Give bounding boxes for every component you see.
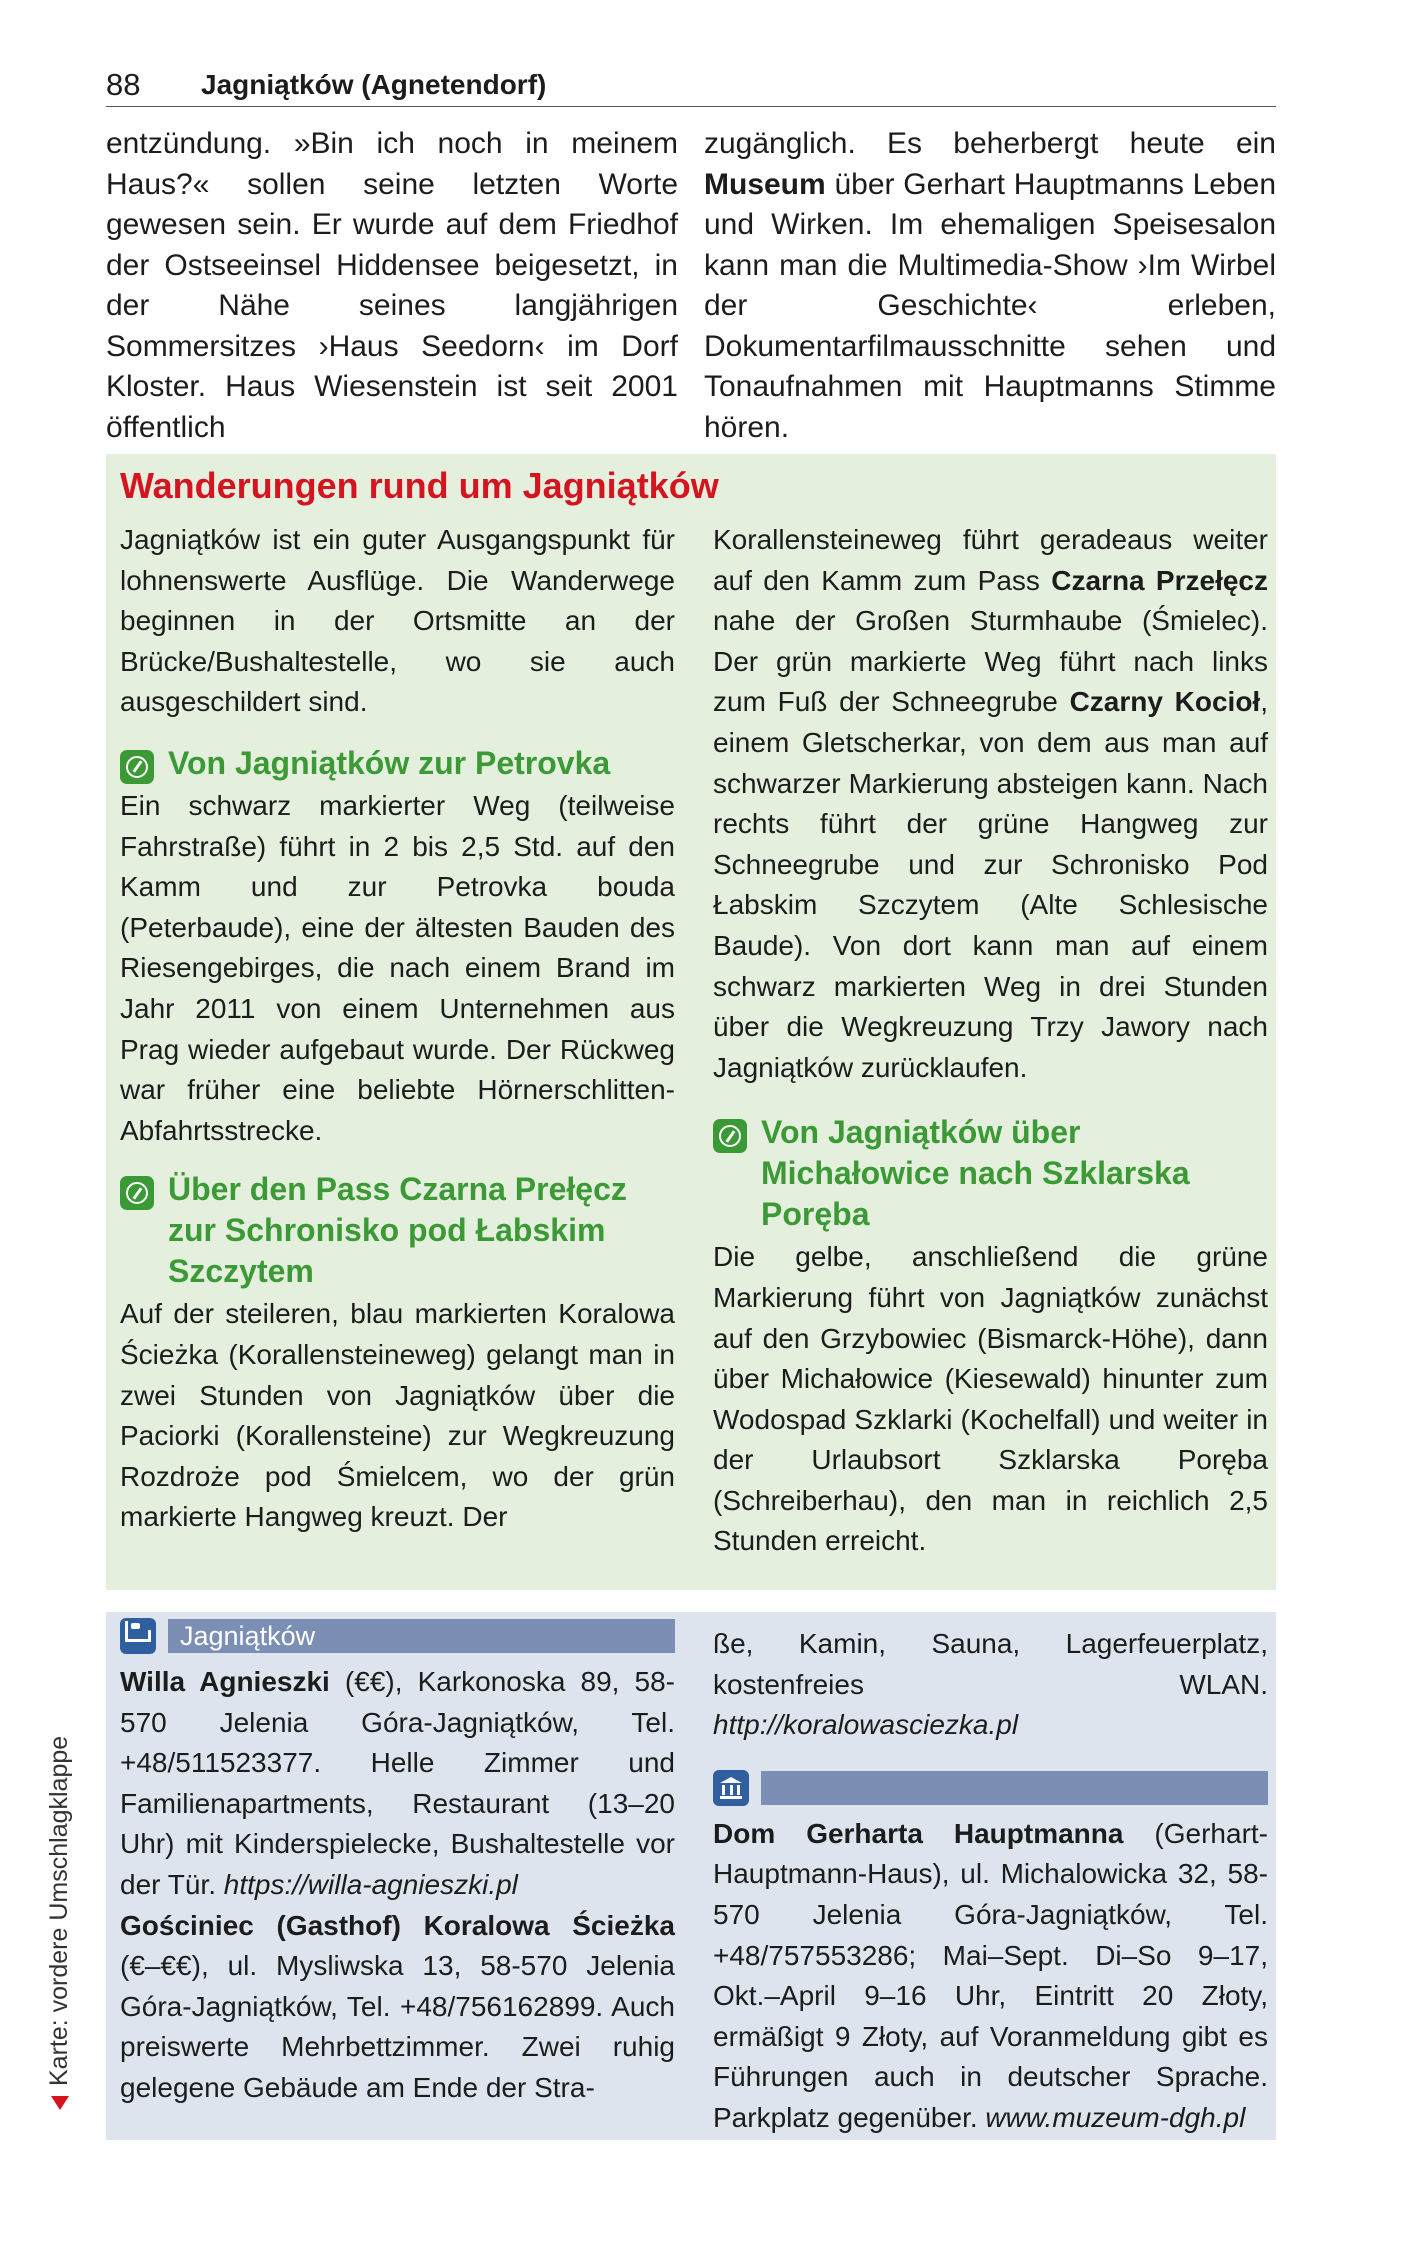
info-right-column: [713, 1612, 1268, 2139]
hiking-right-column: [713, 520, 1268, 1562]
route-text-czarna: Auf der steileren, blau markierten Koralowa Ścieżka (Korallensteineweg) gelangt man in zwei Stunden von Jagniątków über die Paciorki (Korallensteine) zur Wegkreuzung Rozdroże pod Śmielcem, wo der grün markierte Hangweg kreuzt. Der: [120, 1298, 675, 1533]
museum-section-fill: [761, 1771, 1268, 1805]
intro-right-column: [704, 124, 1276, 448]
route-text-szklarska: Die gelbe, anschließend die grüne Markierung führt von Jagniątków zunächst auf den Grzybowiec (Bismarck-Höhe), dann über Michałowice (Kiesewald) hinunter zum Wodospad Szklarki (Kochelfall) und weiter in der Urlaubsort Szklarska Poręba (Schreiberhau), den man in reichlich 2,5 Stunden erreicht.: [713, 1241, 1268, 1557]
route-title-czarna: Über den Pass Czarna Prełęcz zur Schronisko pod Łabskim Szczytem: [120, 1169, 675, 1292]
intro-left-column: [106, 124, 678, 448]
intro-right-paragraph: zugänglich. Es beherbergt heute ein Museum über Gerhart Hauptmanns Leben und Wirken. Im ehemaligen Speisesalon kann man die Multimedia-Show ›Im Wirbel der Geschichte‹ erleben, Dokumentarfilmausschnitte sehen und Tonaufnahmen mit Hauptmanns Stimme hören.: [704, 127, 1276, 444]
route-text-czarna-cont: Korallensteineweg führt geradeaus weiter auf den Kamm zum Pass Czarna Przełęcz nahe der Großen Sturmhaube (Śmielec). Der grün markierte Weg führt nach links zum Fuß der Schneegrube Czarny Kocioł, einem Gletscherkar, von dem aus man auf schwarzer Markierung absteigen kann. Nach rechts führt der grüne Hangweg zur Schneegrube und zur Schronisko Pod Łabskim Szczytem (Alte Schlesische Baude). Von dort kann man auf einem schwarz markierten Weg in drei Stunden über die Wegkreuzung Trzy Jawory nach Jagniątków zurücklaufen.: [713, 524, 1268, 1083]
info-box: [106, 1612, 1276, 2140]
hotel-gosciniec-cont: ße, Kamin, Sauna, Lagerfeuerplatz, kostenfreies WLAN. http://koralowasciezka.pl: [713, 1628, 1268, 1741]
section-label: Jagniątków: [168, 1619, 675, 1653]
hotel-url-link[interactable]: https://willa-agnieszki.pl: [223, 1868, 518, 1900]
page-header: [106, 66, 1276, 107]
hotel-url-link[interactable]: http://koralowasciezka.pl: [713, 1709, 1019, 1741]
triangle-marker-icon: [51, 2096, 69, 2110]
hotel-willa-agnieszki: Willa Agnieszki (€€), Karkonoska 89, 58-570 Jelenia Góra-Jagniątków, Tel. +48/511523377. Helle Zimmer und Familienapartments, Restaurant (13–20 Uhr) mit Kinderspielecke, Bushaltestelle vor der Tür. https://willa-agnieszki.pl: [120, 1666, 675, 1900]
hotel-gosciniec: Gościniec (Gasthof) Koralowa Ścieżka (€–€€), ul. Mysliwska 13, 58-570 Jelenia Góra-Jagniątków, Tel. +48/756162899. Auch preiswerte Mehrbettzimmer. Zwei ruhig gelegene Gebäude am Ende der Stra-: [120, 1909, 675, 2103]
hiking-left-column: [120, 520, 675, 1538]
hiking-intro: Jagniątków ist ein guter Ausgangspunkt für lohnenswerte Ausflüge. Die Wanderwege beginnen in der Ortsmitte an der Brücke/Bushaltestelle, wo sie auch ausgeschildert sind.: [120, 524, 675, 718]
compass-icon: [120, 750, 154, 784]
compass-icon: [713, 1119, 747, 1153]
bed-icon: [120, 1618, 156, 1654]
info-left-column: [120, 1612, 675, 2109]
museum-keyword: Museum: [704, 167, 826, 201]
running-title: Jagniątków (Agnetendorf): [201, 69, 547, 100]
map-reference: Karte: vordere Umschlagklappe: [44, 1736, 74, 2110]
museum-url-link[interactable]: www.muzeum-dgh.pl: [985, 2101, 1246, 2133]
hiking-heading: Wanderungen rund um Jagniątków: [120, 465, 719, 506]
page-number: 88: [106, 67, 141, 102]
compass-icon: [120, 1176, 154, 1210]
route-title-szklarska: Von Jagniątków über Michałowice nach Szklarska Poręba: [713, 1112, 1268, 1235]
hiking-box: [106, 454, 1276, 1590]
museum-entry: Dom Gerharta Hauptmanna (Gerhart-Hauptmann-Haus), ul. Michalowicka 32, 58-570 Jelenia Góra-Jagniątków, Tel. +48/757553286; Mai–Sept. Di–So 9–17, Okt.–April 9–16 Uhr, Eintritt 20 Złoty, ermäßigt 9 Złoty, auf Voranmeldung gibt es Führungen auch in deutscher Sprache. Parkplatz gegenüber. www.muzeum-dgh.pl: [713, 1817, 1268, 2133]
route-text-petrovka: Ein schwarz markierter Weg (teilweise Fahrstraße) führt in 2 bis 2,5 Std. auf den Kamm und zur Petrovka bouda (Peterbaude), eine der ältesten Bauden des Riesengebirges, die nach einem Brand im Jahr 2011 von einem Unternehmen aus Prag wieder aufgebaut wurde. Der Rückweg war früher eine beliebte Hörnerschlitten-Abfahrtsstrecke.: [120, 789, 675, 1146]
museum-icon: [713, 1770, 749, 1806]
intro-left-text: entzündung. »Bin ich noch in meinem Haus?« sollen seine letzten Worte gewesen sein. Er wurde auf dem Friedhof der Ostseeinsel Hiddensee beigesetzt, in der Nähe seines langjährigen Sommersitzes ›Haus Seedorn‹ im Dorf Kloster. Haus Wiesenstein ist seit 2001 öffentlich: [106, 127, 678, 444]
museum-bar: [713, 1770, 1268, 1806]
accommodation-bar: [120, 1618, 675, 1654]
route-title-petrovka: Von Jagniątków zur Petrovka: [120, 743, 675, 784]
